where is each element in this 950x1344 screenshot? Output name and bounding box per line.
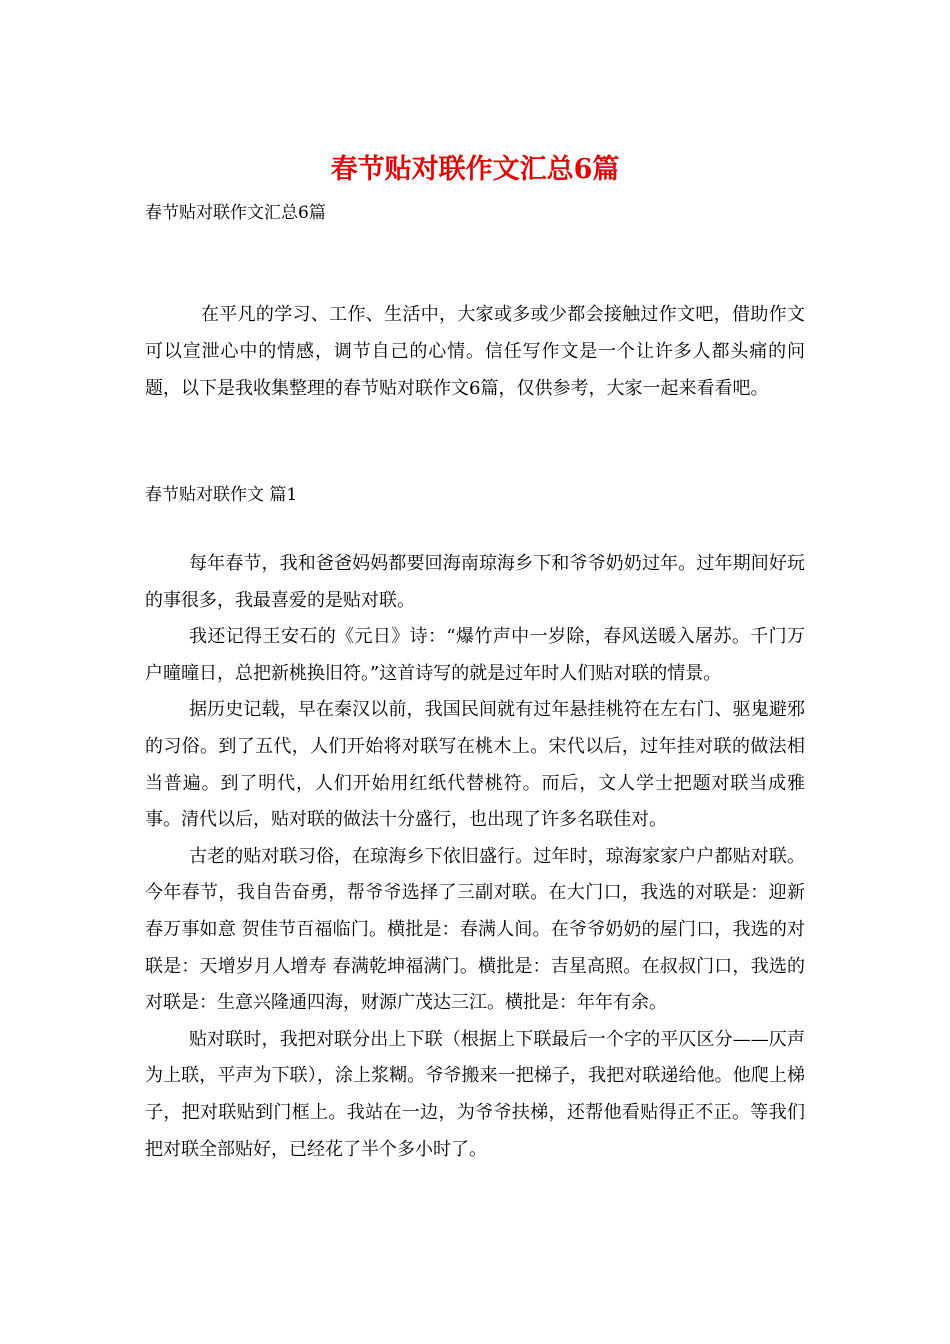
section-heading: 春节贴对联作文 篇1	[145, 485, 298, 505]
body-paragraph: 古老的贴对联习俗，在琼海乡下依旧盛行。过年时，琼海家家户户都贴对联。今年春节，我自告奋勇，帮爷爷选择了三副对联。在大门口，我选的对联是：迎新春万事如意 贺佳节百福临门。横批是：春满人间。在爷爷奶奶的屋门口，我选的对联是：天增岁月人增寿 春满乾坤福满门。横批是：吉星高照。在叔叔门口，我选的对联是：生意兴隆通四海，财源广茂达三江。横批是：年年有余。	[145, 845, 805, 1014]
document-subtitle: 春节贴对联作文汇总6篇	[145, 203, 326, 223]
article-body	[145, 546, 805, 1168]
body-paragraph: 据历史记载，早在秦汉以前，我国民间就有过年悬挂桃符在左右门、驱鬼避邪的习俗。到了五代，人们开始将对联写在桃木上。宋代以后，过年挂对联的做法相当普遍。到了明代，人们开始用红纸代替桃符。而后，文人学士把题对联当成雅事。清代以后，贴对联的做法十分盛行，也出现了许多名联佳对。	[145, 699, 805, 831]
body-paragraph: 我还记得王安石的《元日》诗：“爆竹声中一岁除，春风送暖入屠苏。千门万户曈曈日，总把新桃换旧符。”这首诗写的就是过年时人们贴对联的情景。	[145, 626, 805, 684]
document-title: 春节贴对联作文汇总6篇	[330, 154, 620, 185]
body-paragraph: 每年春节，我和爸爸妈妈都要回海南琼海乡下和爷爷奶奶过年。过年期间好玩的事很多，我最喜爱的是贴对联。	[145, 553, 805, 611]
body-paragraph: 贴对联时，我把对联分出上下联（根据上下联最后一个字的平仄区分——仄声为上联，平声为下联），涂上浆糊。爷爷搬来一把梯子，我把对联递给他。他爬上梯子，把对联贴到门框上。我站在一边，为爷爷扶梯，还帮他看贴得正不正。等我们把对联全部贴好，已经花了半个多小时了。	[145, 1028, 805, 1160]
intro-paragraph: 在平凡的学习、工作、生活中，大家或多或少都会接触过作文吧，借助作文可以宣泄心中的情感，调节自己的心情。信任写作文是一个让许多人都头痛的问题，以下是我收集整理的春节贴对联作文6篇，仅供参考，大家一起来看看吧。	[145, 304, 805, 399]
